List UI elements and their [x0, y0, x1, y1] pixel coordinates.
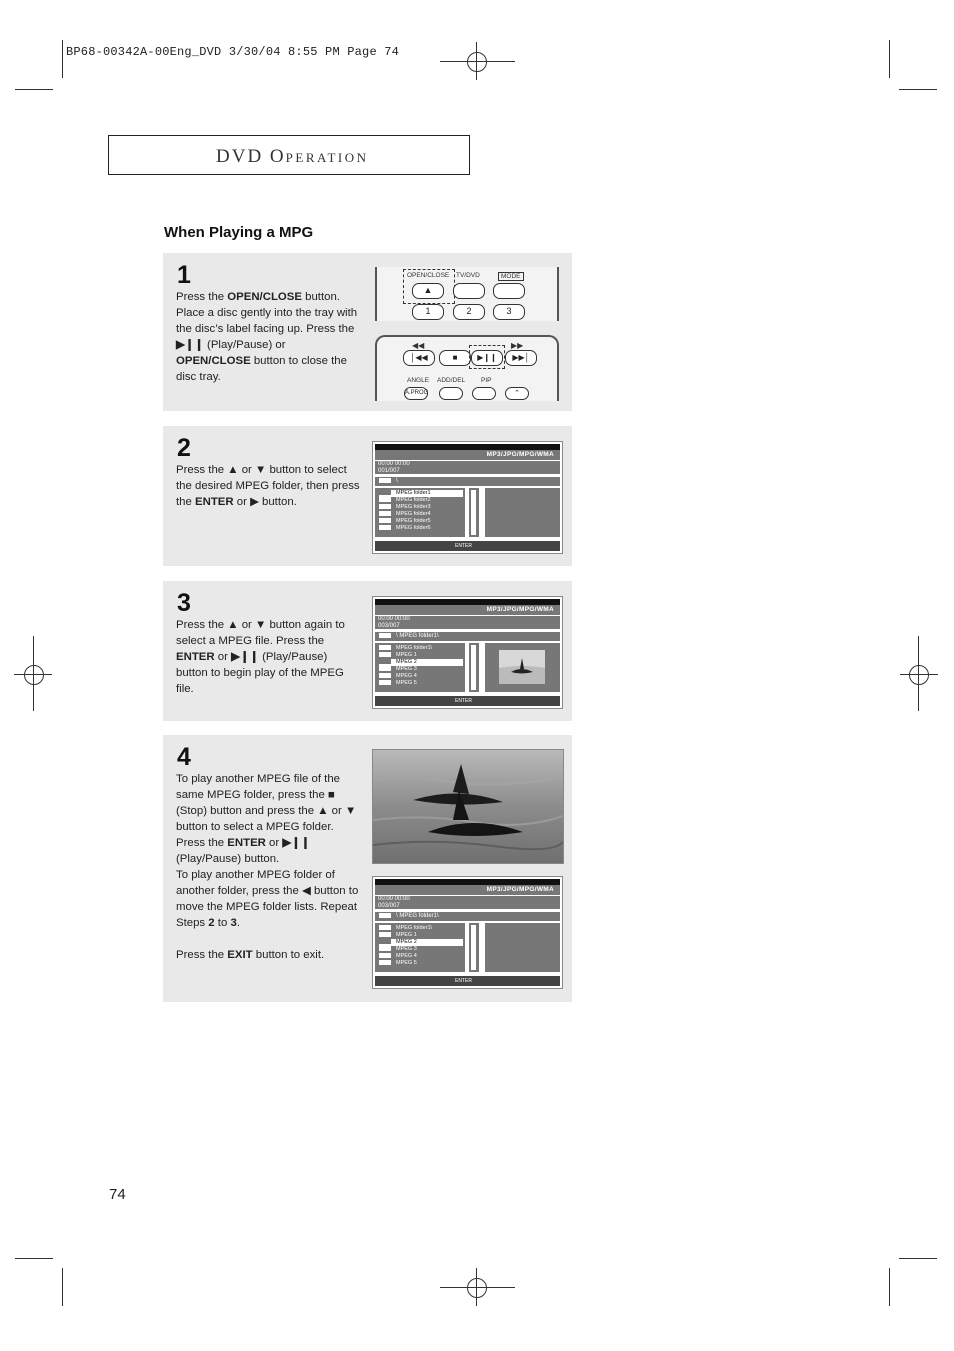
remote-illustration-bottom: [375, 335, 559, 401]
list-item[interactable]: MPEG 3: [379, 666, 417, 673]
remote-illustration-top: [375, 267, 559, 321]
pip-button[interactable]: [472, 387, 496, 400]
menu-screen-2: MP3/JPG/MPG/WMA 00:00 00:00 001/007 \ MPEG folder1 MPEG folder2 MPEG folder3 MPEG folder4 MPEG folder5 MPEG folder6 ENTER: [372, 441, 563, 554]
mode-button[interactable]: [493, 283, 525, 299]
list-item[interactable]: MPEG 3: [379, 946, 417, 953]
page-title: DVD OPERATION: [216, 146, 369, 167]
scrollbar[interactable]: [469, 643, 479, 692]
orca-thumbnail: [499, 650, 545, 684]
crop-mark: [62, 1268, 63, 1306]
tv-dvd-label: TV/DVD: [456, 272, 480, 279]
list-item[interactable]: MPEG 1: [379, 932, 417, 939]
crop-mark: [889, 1268, 890, 1306]
list-item[interactable]: MPEG 1: [379, 652, 417, 659]
step-1-text: Press the OPEN/CLOSE button. Place a disc gently into the tray with the disc’s label facing up. Press the ▶❙❙ (Play/Pause) or OPEN/CLOSE button to close the disc tray.: [176, 291, 358, 383]
step-4-panel: [163, 735, 572, 1002]
crop-mark: [889, 40, 890, 78]
list-item[interactable]: MPEG 4: [379, 953, 417, 960]
open-close-label: OPEN/CLOSE: [407, 272, 450, 279]
footer-bar: ENTER: [375, 976, 560, 986]
add-del-button[interactable]: [439, 387, 463, 400]
menu-screen-4: MP3/JPG/MPG/WMA 00:00 00:00 003/007 \ MPEG folder1\ MPEG folder1\ MPEG 1 MPEG 2 MPEG 3 MPEG 4 MPEG 5 ENTER: [372, 876, 563, 989]
page-number: 74: [109, 1186, 126, 1203]
list-item[interactable]: MPEG 5: [379, 960, 417, 967]
footer-bar: ENTER: [375, 541, 560, 551]
crop-mark: [15, 1258, 53, 1259]
step-number: 4: [177, 743, 191, 771]
step-2-text: Press the ▲ or ▼ button to select the desired MPEG folder, then press the ENTER or ▶ button.: [176, 464, 360, 508]
play-pause-button[interactable]: ▶❙❙: [471, 350, 503, 366]
number-2-button[interactable]: 2: [453, 304, 485, 320]
print-slug: BP68-00342A-00Eng_DVD 3/30/04 8:55 PM Page 74: [66, 45, 400, 59]
file-list: [375, 923, 465, 972]
number-3-button[interactable]: 3: [493, 304, 525, 320]
step-number: 3: [177, 589, 191, 617]
step-3-panel: [163, 581, 572, 721]
registration-circle: [467, 52, 487, 72]
number-1-button[interactable]: 1: [412, 304, 444, 320]
step-3-text: Press the ▲ or ▼ button again to select a MPEG file. Press the ENTER or ▶❙❙ (Play/Pause) button to begin play of the MPEG file.: [176, 619, 345, 695]
preview-pane: [485, 488, 560, 537]
list-item[interactable]: MPEG folder1: [379, 490, 463, 497]
preview-pane: [485, 923, 560, 972]
list-item[interactable]: MPEG folder2: [379, 497, 431, 504]
list-item[interactable]: MPEG folder3: [379, 504, 431, 511]
mode-label: MODE: [498, 272, 524, 281]
step-2-panel: [163, 426, 572, 566]
open-close-button[interactable]: ▲: [412, 283, 444, 299]
crop-mark: [15, 89, 53, 90]
skip-forward-button[interactable]: ▶▶│: [505, 350, 537, 366]
fast-forward-icon: ▶▶: [511, 341, 524, 350]
pip-label: PIP: [481, 377, 492, 384]
crop-mark: [899, 1258, 937, 1259]
registration-circle: [24, 665, 44, 685]
step-1-panel: [163, 253, 572, 411]
step-number: 1: [177, 261, 191, 289]
list-item[interactable]: MPEG 4: [379, 673, 417, 680]
skip-back-button[interactable]: │◀◀: [403, 350, 435, 366]
file-list: [375, 643, 465, 692]
registration-circle: [467, 1278, 487, 1298]
scrollbar[interactable]: [469, 923, 479, 972]
step-number: 2: [177, 434, 191, 462]
step-4-text: To play another MPEG file of the same MPEG folder, press the ■ (Stop) button and press the ▲ or ▼ button to select a MPEG folder. Press the ENTER or ▶❙❙ (Play/Pause) button. To play another MPEG folder of another folder, press the ◀ button to move the MPEG folder lists. Repeat Steps 2 to 3. Press the EXIT button to exit.: [176, 773, 359, 961]
registration-circle: [909, 665, 929, 685]
folder-list: [375, 488, 465, 537]
scrollbar[interactable]: [469, 488, 479, 537]
rewind-icon: ◀◀: [412, 341, 425, 350]
list-item[interactable]: MPEG 2: [379, 939, 463, 946]
section-heading: When Playing a MPG: [164, 224, 314, 241]
list-item[interactable]: MPEG folder1\: [379, 645, 432, 652]
a-prog-button[interactable]: A.PROG: [404, 387, 428, 400]
list-item[interactable]: MPEG 2: [379, 659, 463, 666]
list-item[interactable]: MPEG folder5: [379, 518, 431, 525]
up-button[interactable]: ⌃: [505, 387, 529, 400]
angle-label: ANGLE: [407, 377, 430, 384]
list-item[interactable]: MPEG folder4: [379, 511, 431, 518]
list-item[interactable]: MPEG folder6: [379, 525, 431, 532]
footer-bar: ENTER: [375, 696, 560, 706]
list-item[interactable]: MPEG 5: [379, 680, 417, 687]
add-del-label: ADD/DEL: [437, 377, 466, 384]
preview-pane: [485, 643, 560, 692]
list-item[interactable]: MPEG folder1\: [379, 925, 432, 932]
stop-button[interactable]: ■: [439, 350, 471, 366]
tv-dvd-button[interactable]: [453, 283, 485, 299]
orca-photo: [372, 749, 564, 864]
menu-screen-3: MP3/JPG/MPG/WMA 00:00 00:00 003/007 \ MPEG folder1\ MPEG folder1\ MPEG 1 MPEG 2 MPEG 3 MPEG 4 MPEG 5 ENTER: [372, 596, 563, 709]
crop-mark: [899, 89, 937, 90]
crop-mark: [62, 40, 63, 78]
